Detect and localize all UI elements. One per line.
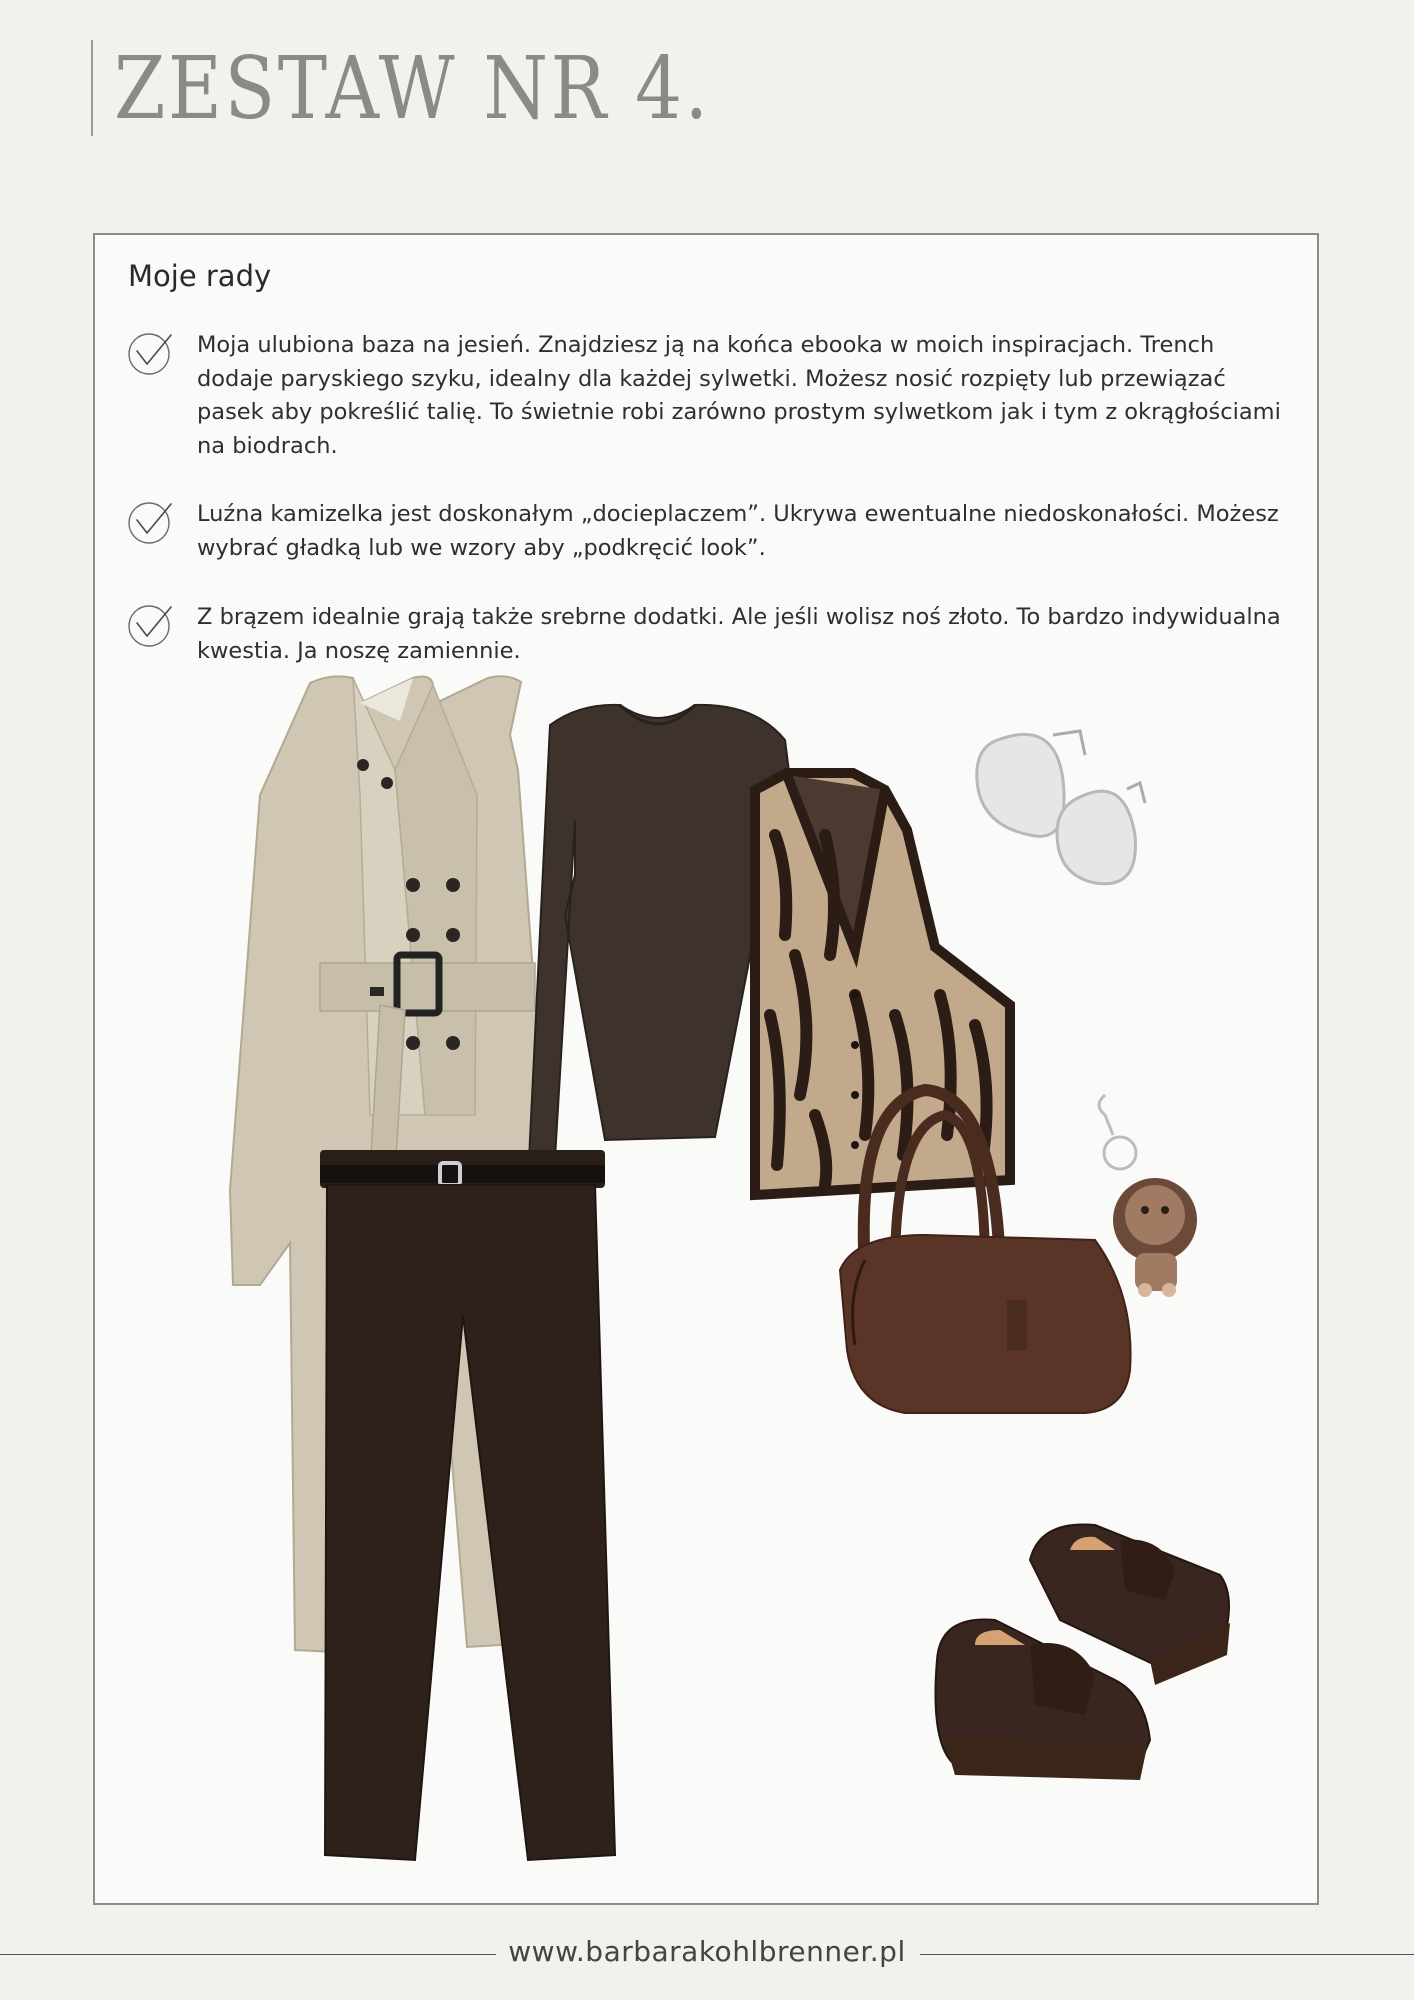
lion-keychain-image (1099, 1095, 1197, 1297)
tips-heading: Moje rady (128, 259, 272, 293)
outfit-card (93, 233, 1319, 1905)
outfit-illustrations (95, 235, 1321, 1907)
tip-text: Z brązem idealnie grają także srebrne dodatki. Ale jeśli wolisz noś złoto. To bardzo indywidualna kwestia. Ja noszę zamiennie. (197, 604, 1281, 664)
footer-website-link[interactable]: www.barbarakohlbrenner.pl (508, 1935, 906, 1968)
brown-loafers-image (935, 1524, 1230, 1780)
tip-text: Luźna kamizelka jest doskonałym „docieplaczem”. Ukrywa ewentualne niedoskonałości. Możesz wybrać gładką lub we wzory aby „podkręcić look”. (197, 501, 1279, 561)
silver-earrings-image (977, 731, 1145, 884)
tip-text: Moja ulubiona baza na jesień. Znajdziesz ją na końca ebooka w moich inspiracjach. Trench dodaje paryskiego szyku, idealny dla każdej sylwetki. Możesz nosić rozpięty lub przewiązać pasek aby pokreślić talię. To świetnie robi zarówno prostym sylwetkom jak i tym z okrągłościami na biodrach. (197, 332, 1281, 459)
title-accent-bar (91, 40, 93, 136)
page-title: ZESTAW NR 4. (114, 39, 711, 139)
